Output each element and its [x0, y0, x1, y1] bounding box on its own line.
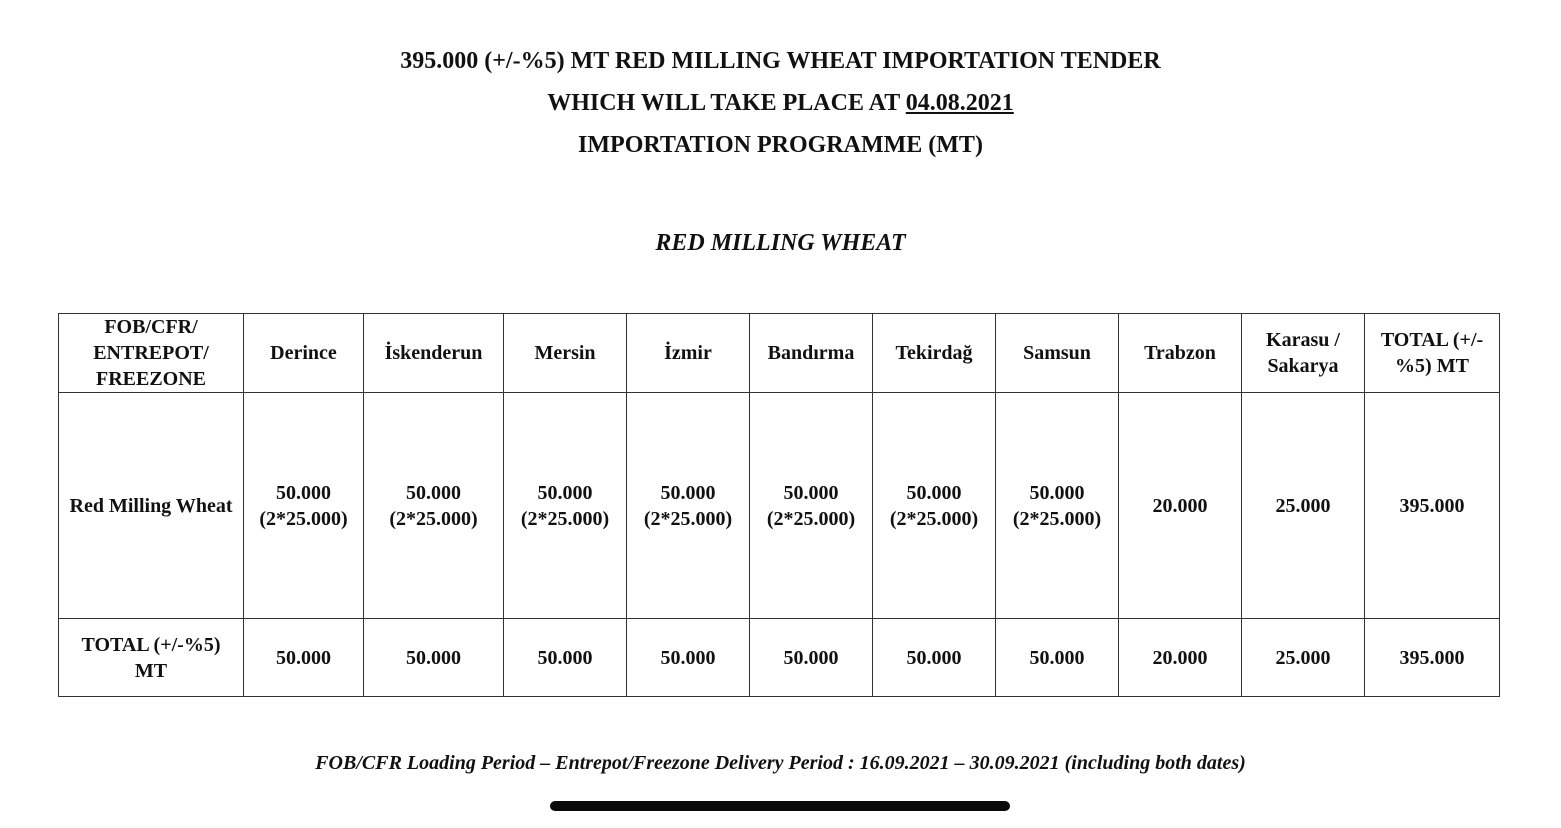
home-indicator-bar[interactable]	[550, 801, 1010, 811]
title-line-2-prefix: WHICH WILL TAKE PLACE AT	[547, 90, 906, 116]
column-header: Bandırma	[750, 314, 873, 393]
column-header: İskenderun	[364, 314, 504, 393]
table-cell: 20.000	[1119, 619, 1242, 697]
document-title	[0, 40, 1561, 166]
section-subtitle: RED MILLING WHEAT	[655, 230, 906, 256]
table-header-row	[59, 314, 1500, 393]
row-label: Red Milling Wheat	[59, 393, 244, 619]
table-row	[59, 393, 1500, 619]
table-cell: 395.000	[1365, 619, 1500, 697]
column-header: FOB/CFR/ ENTREPOT/ FREEZONE	[59, 314, 244, 393]
cell-split: (2*25.000)	[259, 507, 348, 530]
row-label: TOTAL (+/-%5) MT	[59, 619, 244, 697]
table-cell: 50.000	[996, 619, 1119, 697]
cell-amount: 50.000	[406, 481, 461, 504]
cell-split: (2*25.000)	[389, 507, 478, 530]
column-header: TOTAL (+/-%5) MT	[1365, 314, 1500, 393]
title-line-1: 395.000 (+/-%5) MT RED MILLING WHEAT IMPORTATION TENDER	[400, 48, 1161, 74]
cell-split: (2*25.000)	[643, 507, 733, 530]
cell-amount: 20.000	[1152, 494, 1208, 517]
column-header: Karasu / Sakarya	[1242, 314, 1365, 393]
table-cell	[873, 393, 996, 619]
column-header: İzmir	[627, 314, 750, 393]
table-cell	[627, 393, 750, 619]
table-cell	[244, 393, 364, 619]
table-cell	[750, 393, 873, 619]
title-line-3: IMPORTATION PROGRAMME (MT)	[578, 132, 983, 158]
tender-date: 04.08.2021	[905, 90, 1014, 116]
table-cell: 25.000	[1242, 619, 1365, 697]
cell-amount: 50.000	[276, 481, 331, 504]
column-header: Samsun	[996, 314, 1119, 393]
cell-split: (2*25.000)	[1012, 507, 1102, 530]
table-cell	[364, 393, 504, 619]
cell-amount: 50.000	[906, 481, 962, 504]
delivery-period-note: FOB/CFR Loading Period – Entrepot/Freezone Delivery Period : 16.09.2021 – 30.09.2021 (including both dates)	[315, 752, 1246, 774]
cell-amount: 395.000	[1399, 494, 1465, 517]
cell-amount: 25.000	[1275, 494, 1331, 517]
cell-split: (2*25.000)	[520, 507, 610, 530]
column-header: Tekirdağ	[873, 314, 996, 393]
table-cell	[1242, 393, 1365, 619]
table-cell: 50.000	[244, 619, 364, 697]
table-cell: 50.000	[364, 619, 504, 697]
table-cell	[1365, 393, 1500, 619]
table-cell	[504, 393, 627, 619]
title-line-2	[0, 82, 1561, 124]
table-cell	[996, 393, 1119, 619]
table-cell: 50.000	[750, 619, 873, 697]
cell-split: (2*25.000)	[889, 507, 979, 530]
column-header: Trabzon	[1119, 314, 1242, 393]
cell-amount: 50.000	[537, 481, 593, 504]
cell-amount: 50.000	[1029, 481, 1085, 504]
cell-amount: 50.000	[783, 481, 839, 504]
cell-split: (2*25.000)	[766, 507, 856, 530]
table-cell: 50.000	[627, 619, 750, 697]
table-cell	[1119, 393, 1242, 619]
total-row	[59, 619, 1500, 697]
cell-amount: 50.000	[660, 481, 716, 504]
importation-programme-table	[58, 313, 1500, 697]
column-header: Derince	[244, 314, 364, 393]
column-header: Mersin	[504, 314, 627, 393]
table-cell: 50.000	[504, 619, 627, 697]
table-cell: 50.000	[873, 619, 996, 697]
